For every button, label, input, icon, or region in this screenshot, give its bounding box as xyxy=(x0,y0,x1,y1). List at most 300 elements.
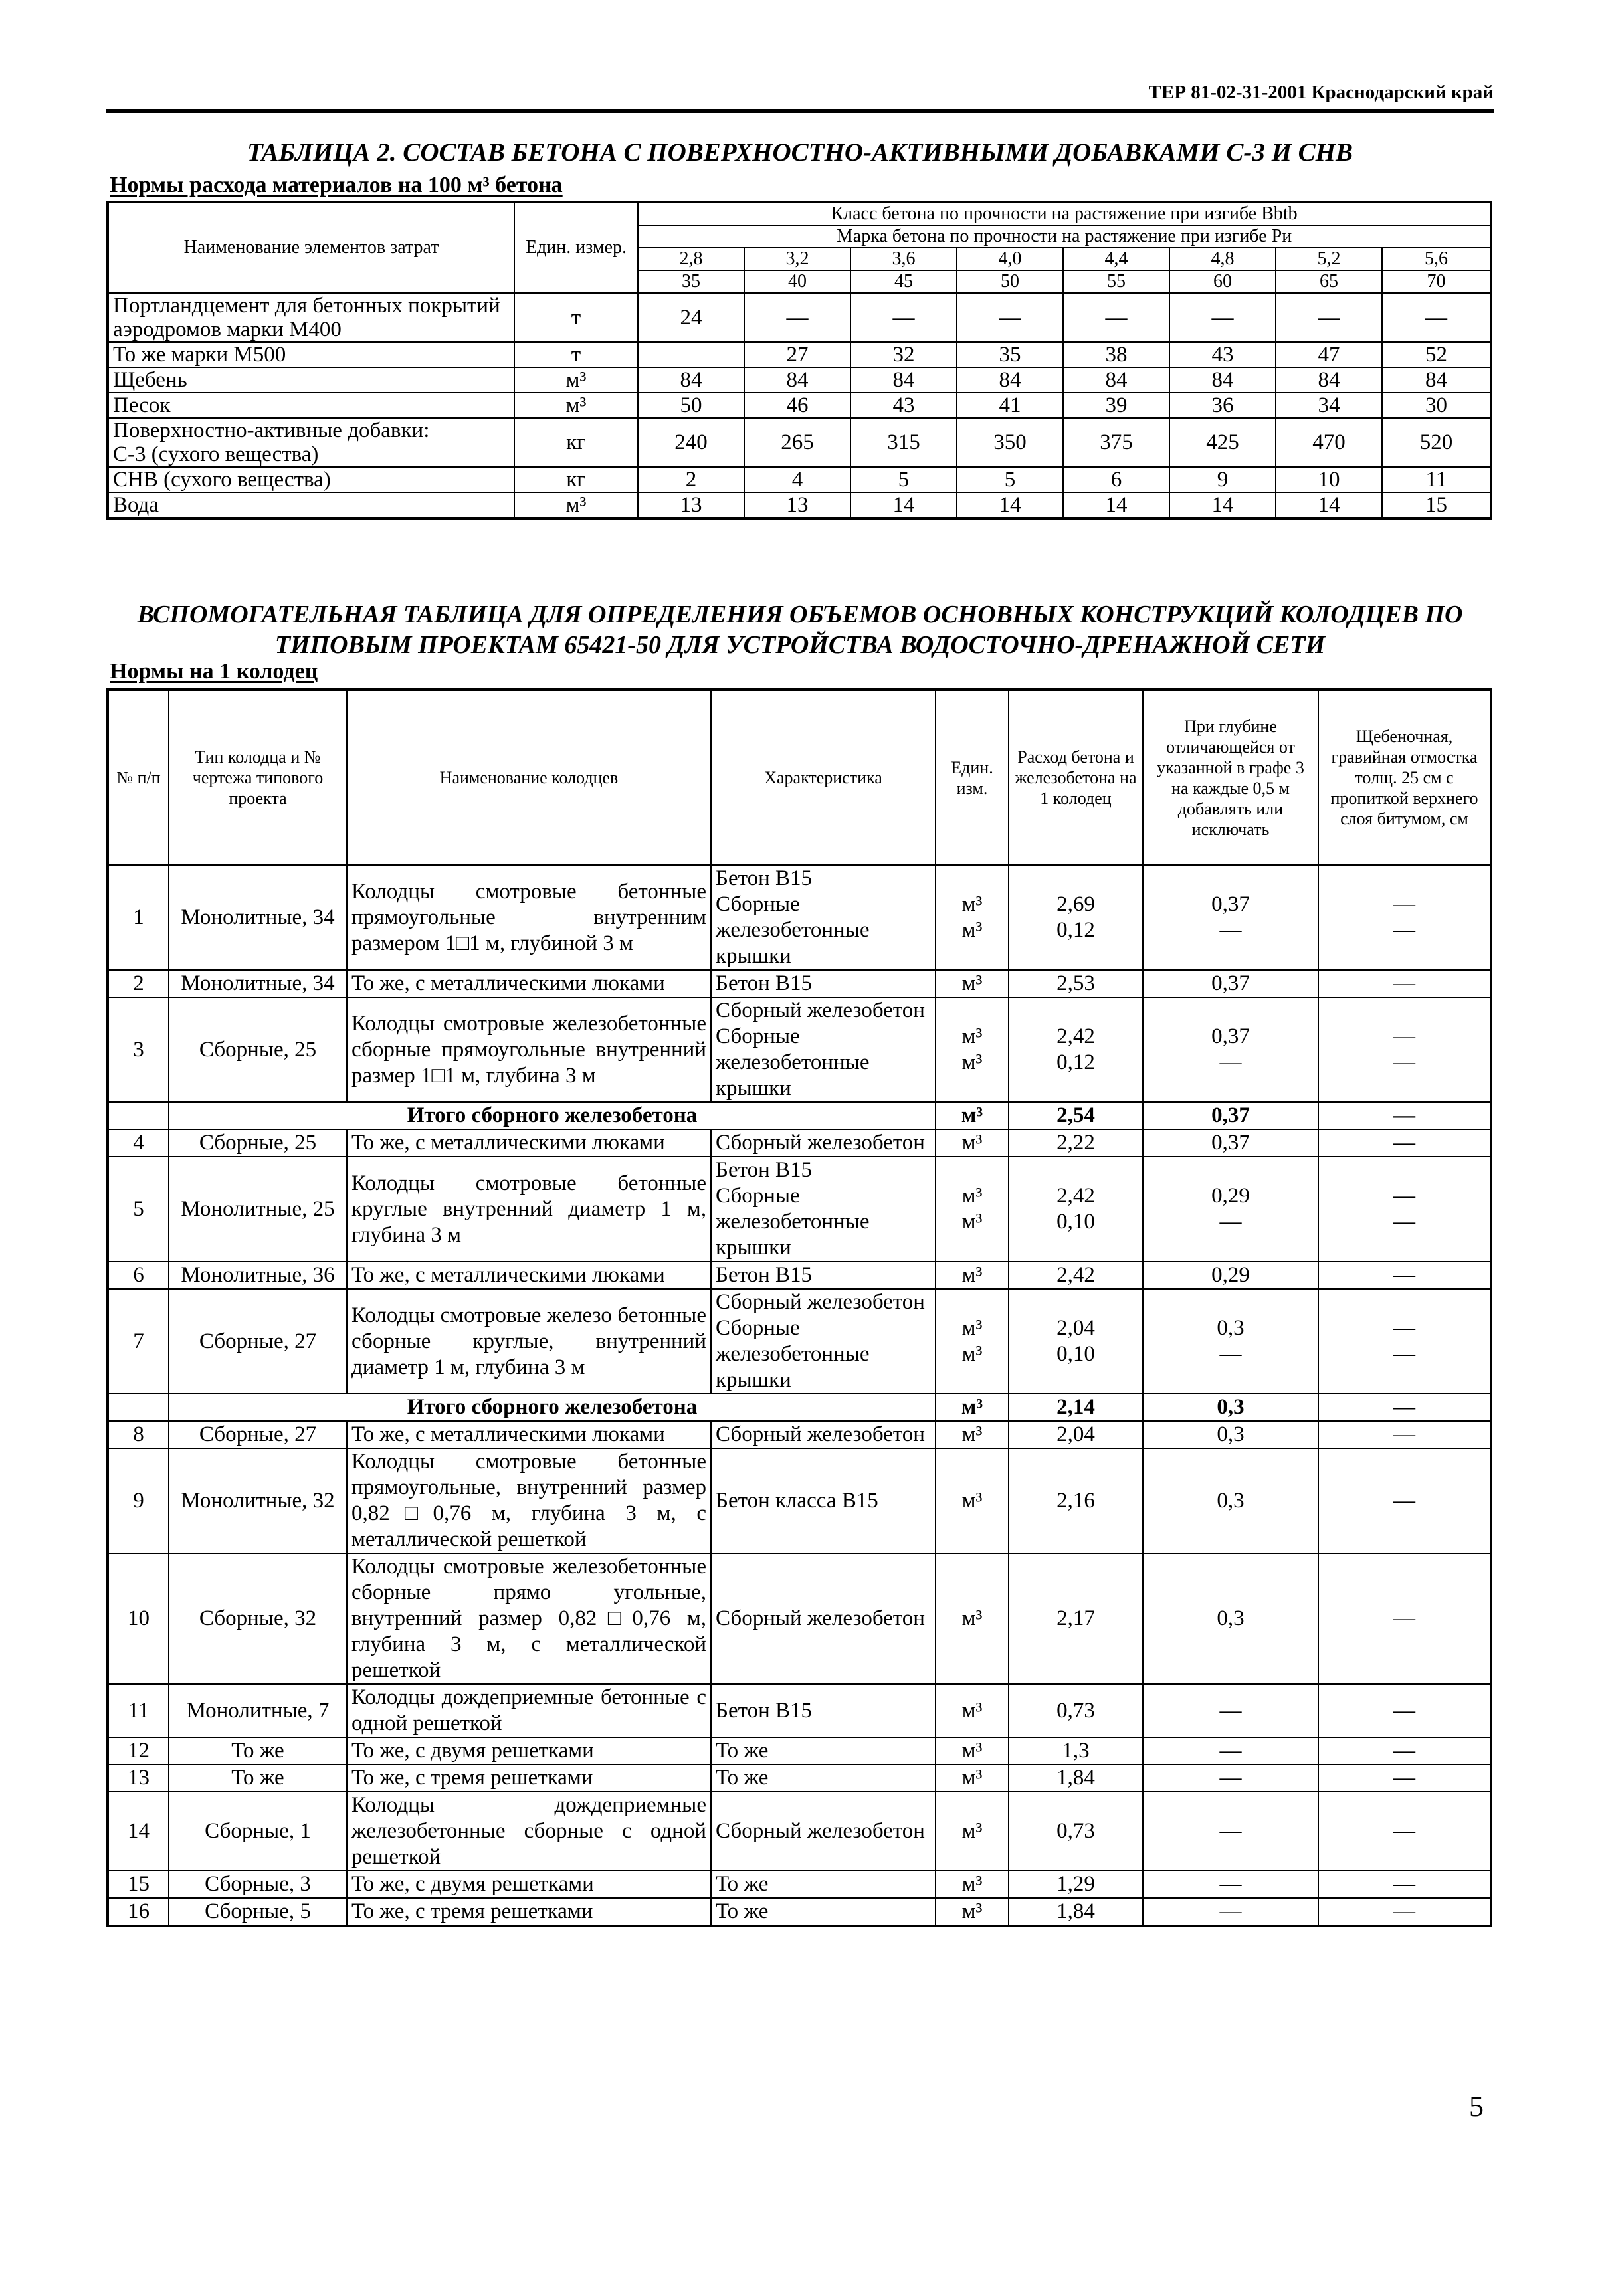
gravel-cell-line: — xyxy=(1393,1342,1415,1366)
well-type: Сборные, 27 xyxy=(169,1421,347,1448)
well-type: Сборные, 25 xyxy=(169,997,347,1102)
characteristic xyxy=(711,1262,936,1289)
unit-cell: т xyxy=(514,342,638,367)
value-cell: 52 xyxy=(1382,342,1491,367)
well-type: Монолитные, 34 xyxy=(169,865,347,970)
depth-cell xyxy=(1143,1448,1318,1553)
value-cell: 10 xyxy=(1276,467,1382,492)
gravel-cell xyxy=(1318,1898,1491,1926)
consumption-cell-line: 0,12 xyxy=(1056,1050,1095,1074)
row-number: 14 xyxy=(108,1792,169,1871)
material-name-line: Портландцемент для бетонных покрытий аэродромов марки М400 xyxy=(113,294,500,341)
consumption-cell-line: 2,22 xyxy=(1056,1131,1095,1155)
depth-cell-line: — xyxy=(1219,1872,1242,1896)
col-header-name: Наименование элементов затрат xyxy=(108,202,514,293)
depth-cell-line: 0,3 xyxy=(1217,1422,1245,1446)
value-cell xyxy=(638,342,744,367)
characteristic-line: То же xyxy=(716,1872,769,1896)
value-cell: 84 xyxy=(638,367,744,393)
well-type: Монолитные, 7 xyxy=(169,1684,347,1737)
value-cell: 46 xyxy=(744,393,850,418)
table-row xyxy=(108,1129,1491,1157)
characteristic xyxy=(711,1898,936,1926)
well-name: То же, с двумя решетками xyxy=(347,1737,711,1765)
col-header-type: Тип колодца и № чертежа типового проекта xyxy=(169,690,347,865)
material-name-line: С-3 (сухого вещества) xyxy=(113,442,319,466)
unit-cell xyxy=(936,970,1009,997)
table1-title: ТАБЛИЦА 2. СОСТАВ БЕТОНА С ПОВЕРХНОСТНО-АКТИВНЫМИ ДОБАВКАМИ С-3 И СНВ xyxy=(247,138,1353,167)
depth-cell xyxy=(1143,1157,1318,1262)
value-cell: 38 xyxy=(1063,342,1169,367)
depth-cell: 0,3 xyxy=(1143,1394,1318,1421)
characteristic xyxy=(711,1684,936,1737)
depth-cell-line: — xyxy=(1219,1050,1242,1074)
well-type: Сборные, 25 xyxy=(169,1129,347,1157)
well-type: Монолитные, 32 xyxy=(169,1448,347,1553)
consumption-cell xyxy=(1009,1898,1143,1926)
table-row xyxy=(108,970,1491,997)
characteristic-line: Сборный железобетон xyxy=(716,1819,925,1843)
well-name: То же, с тремя решетками xyxy=(347,1898,711,1926)
characteristic-line: Бетон В15 xyxy=(716,1698,813,1723)
unit-cell-line: м³ xyxy=(961,1263,983,1287)
characteristic-line: Сборные железобетонные крышки xyxy=(716,1184,870,1260)
value-cell: 84 xyxy=(1276,367,1382,393)
col-header-consumption: Расход бетона и железобетона на 1 колодец xyxy=(1009,690,1143,865)
value-cell: 14 xyxy=(1063,492,1169,518)
gravel-cell-line: — xyxy=(1393,1210,1415,1234)
material-name xyxy=(108,418,514,467)
characteristic-line: Сборные железобетонные крышки xyxy=(716,1316,870,1392)
characteristic-line: То же xyxy=(716,1739,769,1763)
table-row xyxy=(108,418,1491,467)
well-name: Колодцы смотровые бетонные прямоугольные внутренним размером 1□1 м, глубиной 3 м xyxy=(347,865,711,970)
consumption-cell xyxy=(1009,1684,1143,1737)
characteristic xyxy=(711,1421,936,1448)
table-row xyxy=(108,1262,1491,1289)
unit-cell-line: м³ xyxy=(961,1606,983,1630)
consumption-cell xyxy=(1009,1448,1143,1553)
unit-cell: кг xyxy=(514,418,638,467)
unit-cell: т xyxy=(514,293,638,342)
table-row xyxy=(108,1684,1491,1737)
consumption-cell-line: 0,10 xyxy=(1056,1342,1095,1366)
unit-cell xyxy=(936,865,1009,970)
gravel-cell-line: — xyxy=(1393,1606,1415,1630)
depth-cell-line: 0,3 xyxy=(1217,1606,1245,1630)
gravel-cell-line: — xyxy=(1393,1872,1415,1896)
material-name xyxy=(108,293,514,342)
value-cell: 36 xyxy=(1169,393,1276,418)
gravel-cell xyxy=(1318,1262,1491,1289)
value-cell: 35 xyxy=(957,342,1063,367)
characteristic-line: Сборный железобетон xyxy=(716,1422,925,1446)
consumption-cell-line: 2,42 xyxy=(1056,1184,1095,1208)
table-row xyxy=(108,1448,1491,1553)
well-type: Монолитные, 36 xyxy=(169,1262,347,1289)
value-cell: 375 xyxy=(1063,418,1169,467)
table-row xyxy=(108,492,1491,518)
characteristic-line: Бетон В15 xyxy=(716,1158,813,1182)
gravel-cell xyxy=(1318,1765,1491,1792)
characteristic xyxy=(711,1765,936,1792)
depth-cell-line: 0,37 xyxy=(1211,892,1250,916)
unit-cell xyxy=(936,997,1009,1102)
well-name: То же, с металлическими люками xyxy=(347,970,711,997)
total-row xyxy=(108,1102,1491,1129)
unit-cell: м³ xyxy=(514,492,638,518)
gravel-cell xyxy=(1318,1737,1491,1765)
depth-cell xyxy=(1143,1553,1318,1684)
unit-cell xyxy=(936,1792,1009,1871)
material-name xyxy=(108,367,514,393)
unit-cell-line: м³ xyxy=(961,1184,983,1208)
value-cell: — xyxy=(957,293,1063,342)
consumption-cell: 2,14 xyxy=(1009,1394,1143,1421)
grade-value: 70 xyxy=(1382,270,1491,293)
value-cell: 27 xyxy=(744,342,850,367)
gravel-cell-line: — xyxy=(1393,892,1415,916)
characteristic-line: Сборный железобетон xyxy=(716,1131,925,1155)
table-row xyxy=(108,1157,1491,1262)
depth-cell-line: — xyxy=(1219,1819,1242,1843)
gravel-cell-line: — xyxy=(1393,1316,1415,1340)
gravel-cell-line: — xyxy=(1393,1739,1415,1763)
characteristic-line: Сборный железобетон xyxy=(716,1290,925,1314)
depth-cell-line: 0,3 xyxy=(1217,1316,1245,1340)
value-cell: 5 xyxy=(957,467,1063,492)
well-name: То же, с металлическими люками xyxy=(347,1262,711,1289)
grade-value: 35 xyxy=(638,270,744,293)
consumption-cell-line: 1,84 xyxy=(1056,1766,1095,1790)
value-cell: 11 xyxy=(1382,467,1491,492)
depth-cell-line: — xyxy=(1219,1739,1242,1763)
well-name: Колодцы дождеприемные бетонные с одной решеткой xyxy=(347,1684,711,1737)
table-row xyxy=(108,293,1491,342)
consumption-cell-line: 1,84 xyxy=(1056,1899,1095,1923)
grade-value: 40 xyxy=(744,270,850,293)
row-number: 13 xyxy=(108,1765,169,1792)
depth-cell-line: — xyxy=(1219,918,1242,942)
consumption-cell xyxy=(1009,865,1143,970)
unit-cell-line: м³ xyxy=(961,1899,983,1923)
grade-header: Марка бетона по прочности на растяжение при изгибе Ри xyxy=(638,225,1491,248)
consumption-cell-line: 0,73 xyxy=(1056,1698,1095,1723)
col-header-well-name: Наименование колодцев xyxy=(347,690,711,865)
row-number: 2 xyxy=(108,970,169,997)
consumption-cell: 2,54 xyxy=(1009,1102,1143,1129)
consumption-cell xyxy=(1009,1871,1143,1898)
consumption-cell xyxy=(1009,1792,1143,1871)
characteristic xyxy=(711,1553,936,1684)
value-cell: 43 xyxy=(850,393,957,418)
value-cell: 6 xyxy=(1063,467,1169,492)
characteristic-line: Бетон класса В15 xyxy=(716,1488,878,1513)
row-number: 10 xyxy=(108,1553,169,1684)
unit-cell: м³ xyxy=(936,1394,1009,1421)
well-name: То же, с металлическими люками xyxy=(347,1129,711,1157)
unit-cell xyxy=(936,1262,1009,1289)
material-name-line: Вода xyxy=(113,493,159,517)
row-number: 9 xyxy=(108,1448,169,1553)
empty-cell xyxy=(108,1102,169,1129)
consumption-cell xyxy=(1009,1737,1143,1765)
characteristic-line: Бетон В15 xyxy=(716,971,813,995)
consumption-cell-line: 0,73 xyxy=(1056,1819,1095,1843)
depth-cell-line: — xyxy=(1219,1899,1242,1923)
consumption-cell xyxy=(1009,997,1143,1102)
value-cell: 50 xyxy=(638,393,744,418)
gravel-cell-line: — xyxy=(1393,1488,1415,1513)
value-cell: 41 xyxy=(957,393,1063,418)
consumption-cell xyxy=(1009,970,1143,997)
consumption-cell-line: 1,29 xyxy=(1056,1872,1095,1896)
consumption-cell-line: 1,3 xyxy=(1062,1739,1090,1763)
consumption-cell-line: 2,42 xyxy=(1056,1263,1095,1287)
material-name-line: Песок xyxy=(113,393,171,417)
unit-cell-line: м³ xyxy=(961,1766,983,1790)
row-number: 7 xyxy=(108,1289,169,1394)
row-number: 5 xyxy=(108,1157,169,1262)
well-type: Монолитные, 34 xyxy=(169,970,347,997)
page-number: 5 xyxy=(1469,2090,1484,2123)
characteristic xyxy=(711,1792,936,1871)
col-header-characteristic: Характеристика xyxy=(711,690,936,865)
table-row xyxy=(108,393,1491,418)
depth-cell xyxy=(1143,1871,1318,1898)
unit-cell-line: м³ xyxy=(961,1872,983,1896)
well-name: То же, с двумя решетками xyxy=(347,1871,711,1898)
col-header-unit: Един. изм. xyxy=(936,690,1009,865)
value-cell: — xyxy=(850,293,957,342)
concrete-composition-table xyxy=(106,201,1492,520)
characteristic xyxy=(711,1737,936,1765)
characteristic xyxy=(711,970,936,997)
grade-value: 60 xyxy=(1169,270,1276,293)
unit-cell-line: м³ xyxy=(961,1342,983,1366)
unit-cell-line: м³ xyxy=(961,918,983,942)
material-name xyxy=(108,393,514,418)
class-value: 5,2 xyxy=(1276,248,1382,270)
row-number: 16 xyxy=(108,1898,169,1926)
unit-cell xyxy=(936,1553,1009,1684)
table-row xyxy=(108,1737,1491,1765)
material-name xyxy=(108,467,514,492)
value-cell: 84 xyxy=(744,367,850,393)
value-cell: 39 xyxy=(1063,393,1169,418)
value-cell: 14 xyxy=(1169,492,1276,518)
unit-cell-line: м³ xyxy=(961,971,983,995)
characteristic xyxy=(711,1289,936,1394)
unit-cell xyxy=(936,1289,1009,1394)
table-row xyxy=(108,367,1491,393)
value-cell: 240 xyxy=(638,418,744,467)
gravel-cell xyxy=(1318,1871,1491,1898)
unit-cell: м³ xyxy=(514,393,638,418)
value-cell: 13 xyxy=(744,492,850,518)
characteristic-line: Сборный железобетон xyxy=(716,1606,925,1630)
well-name: Колодцы смотровые железобетонные сборные прямо угольные, внутренний размер 0,82□0,76 м, глубина 3 м, с металлической решеткой xyxy=(347,1553,711,1684)
depth-cell xyxy=(1143,997,1318,1102)
gravel-cell xyxy=(1318,1792,1491,1871)
well-type: Сборные, 3 xyxy=(169,1871,347,1898)
value-cell: 13 xyxy=(638,492,744,518)
gravel-cell xyxy=(1318,1448,1491,1553)
table-row xyxy=(108,1871,1491,1898)
table-row xyxy=(108,1898,1491,1926)
well-type: Сборные, 32 xyxy=(169,1553,347,1684)
characteristic xyxy=(711,1157,936,1262)
well-type: То же xyxy=(169,1765,347,1792)
gravel-cell-line: — xyxy=(1393,1899,1415,1923)
grade-value: 65 xyxy=(1276,270,1382,293)
consumption-cell-line: 2,16 xyxy=(1056,1488,1095,1513)
depth-cell xyxy=(1143,1684,1318,1737)
value-cell: 84 xyxy=(1382,367,1491,393)
depth-cell xyxy=(1143,970,1318,997)
depth-cell-line: — xyxy=(1219,1698,1242,1723)
table-row xyxy=(108,1792,1491,1871)
gravel-cell-line: — xyxy=(1393,1263,1415,1287)
value-cell: 14 xyxy=(957,492,1063,518)
gravel-cell xyxy=(1318,1553,1491,1684)
unit-cell: кг xyxy=(514,467,638,492)
unit-cell xyxy=(936,1129,1009,1157)
consumption-cell xyxy=(1009,1553,1143,1684)
unit-cell: м³ xyxy=(514,367,638,393)
well-name: Колодцы смотровые железобетонные сборные прямоугольные внутренний размер 1□1 м, глубина 3 м xyxy=(347,997,711,1102)
gravel-cell xyxy=(1318,865,1491,970)
empty-cell xyxy=(108,1394,169,1421)
unit-cell-line: м³ xyxy=(961,1422,983,1446)
depth-cell xyxy=(1143,1898,1318,1926)
total-label: Итого сборного железобетона xyxy=(169,1102,936,1129)
consumption-cell xyxy=(1009,1129,1143,1157)
value-cell: 2 xyxy=(638,467,744,492)
table-row xyxy=(108,342,1491,367)
value-cell: 470 xyxy=(1276,418,1382,467)
consumption-cell xyxy=(1009,1765,1143,1792)
gravel-cell-line: — xyxy=(1393,1819,1415,1843)
document-header: ТЕР 81-02-31-2001 Краснодарский край xyxy=(106,76,1494,113)
value-cell: — xyxy=(744,293,850,342)
gravel-cell-line: — xyxy=(1393,1024,1415,1048)
total-row xyxy=(108,1394,1491,1421)
depth-cell-line: — xyxy=(1219,1210,1242,1234)
unit-cell-line: м³ xyxy=(961,1739,983,1763)
depth-cell: 0,37 xyxy=(1143,1102,1318,1129)
unit-cell xyxy=(936,1157,1009,1262)
well-name: Колодцы дождеприемные железобетонные сборные с одной решеткой xyxy=(347,1792,711,1871)
well-type: То же xyxy=(169,1737,347,1765)
unit-cell: м³ xyxy=(936,1102,1009,1129)
characteristic-line: Сборные железобетонные крышки xyxy=(716,1024,870,1100)
table2-title: ВСПОМОГАТЕЛЬНАЯ ТАБЛИЦА ДЛЯ ОПРЕДЕЛЕНИЯ ОБЪЕМОВ ОСНОВНЫХ КОНСТРУКЦИЙ КОЛОДЦЕВ ПО ТИПОВЫМ ПРОЕКТАМ 65421-50 ДЛЯ УСТРОЙСТВА ВОДОСТОЧНО-ДРЕНАЖНОЙ СЕТИ xyxy=(137,601,1463,659)
gravel-cell xyxy=(1318,1684,1491,1737)
unit-cell xyxy=(936,1737,1009,1765)
gravel-cell-line: — xyxy=(1393,1698,1415,1723)
depth-cell xyxy=(1143,1421,1318,1448)
row-number: 12 xyxy=(108,1737,169,1765)
value-cell: 47 xyxy=(1276,342,1382,367)
depth-cell xyxy=(1143,1289,1318,1394)
row-number: 11 xyxy=(108,1684,169,1737)
gravel-cell-line: — xyxy=(1393,918,1415,942)
depth-cell-line: 0,29 xyxy=(1211,1263,1250,1287)
unit-cell xyxy=(936,1898,1009,1926)
col-header-unit: Един. измер. xyxy=(514,202,638,293)
gravel-cell-line: — xyxy=(1393,1766,1415,1790)
value-cell: 5 xyxy=(850,467,957,492)
col-header-gravel: Щебеночная, гравийная отмостка толщ. 25 см с пропиткой верхнего слоя битумом, см xyxy=(1318,690,1491,865)
characteristic xyxy=(711,997,936,1102)
material-name-line: Щебень xyxy=(113,368,187,392)
unit-cell-line: м³ xyxy=(961,1210,983,1234)
value-cell: — xyxy=(1382,293,1491,342)
row-number: 3 xyxy=(108,997,169,1102)
depth-cell xyxy=(1143,1765,1318,1792)
gravel-cell-line: — xyxy=(1393,1050,1415,1074)
material-name xyxy=(108,492,514,518)
row-number: 8 xyxy=(108,1421,169,1448)
value-cell: 350 xyxy=(957,418,1063,467)
depth-cell-line: — xyxy=(1219,1342,1242,1366)
characteristic-line: Бетон В15 xyxy=(716,866,813,890)
value-cell: 32 xyxy=(850,342,957,367)
well-name: Колодцы смотровые бетонные прямоугольные, внутренний размер 0,82□0,76 м, глубина 3 м, с металлической решеткой xyxy=(347,1448,711,1553)
value-cell: 14 xyxy=(1276,492,1382,518)
depth-cell xyxy=(1143,1737,1318,1765)
unit-cell-line: м³ xyxy=(961,1131,983,1155)
value-cell: 315 xyxy=(850,418,957,467)
material-name xyxy=(108,342,514,367)
unit-cell-line: м³ xyxy=(961,1050,983,1074)
characteristic-line: То же xyxy=(716,1899,769,1923)
row-number: 15 xyxy=(108,1871,169,1898)
depth-cell-line: 0,37 xyxy=(1211,1024,1250,1048)
consumption-cell-line: 2,69 xyxy=(1056,892,1095,916)
value-cell: 425 xyxy=(1169,418,1276,467)
characteristic-line: Бетон В15 xyxy=(716,1263,813,1287)
unit-cell-line: м³ xyxy=(961,892,983,916)
gravel-cell xyxy=(1318,1129,1491,1157)
class-header: Класс бетона по прочности на растяжение при изгибе Bbtb xyxy=(638,202,1491,225)
unit-cell-line: м³ xyxy=(961,1316,983,1340)
depth-cell-line: 0,29 xyxy=(1211,1184,1250,1208)
characteristic-line: То же xyxy=(716,1766,769,1790)
depth-cell xyxy=(1143,865,1318,970)
unit-cell xyxy=(936,1684,1009,1737)
unit-cell xyxy=(936,1421,1009,1448)
consumption-cell xyxy=(1009,1262,1143,1289)
characteristic-line: Сборный железобетон xyxy=(716,999,925,1022)
material-name-line: То же марки М500 xyxy=(113,343,286,367)
material-name-line: СНВ (сухого вещества) xyxy=(113,468,331,492)
characteristic xyxy=(711,1448,936,1553)
consumption-cell-line: 2,42 xyxy=(1056,1024,1095,1048)
row-number: 6 xyxy=(108,1262,169,1289)
wells-volume-table xyxy=(106,688,1492,1927)
value-cell: 24 xyxy=(638,293,744,342)
depth-cell xyxy=(1143,1262,1318,1289)
consumption-cell-line: 0,10 xyxy=(1056,1210,1095,1234)
value-cell: 84 xyxy=(1063,367,1169,393)
well-name: То же, с тремя решетками xyxy=(347,1765,711,1792)
characteristic-line: Сборные железобетонные крышки xyxy=(716,892,870,968)
depth-cell-line: 0,37 xyxy=(1211,971,1250,995)
value-cell: 84 xyxy=(957,367,1063,393)
value-cell: — xyxy=(1063,293,1169,342)
